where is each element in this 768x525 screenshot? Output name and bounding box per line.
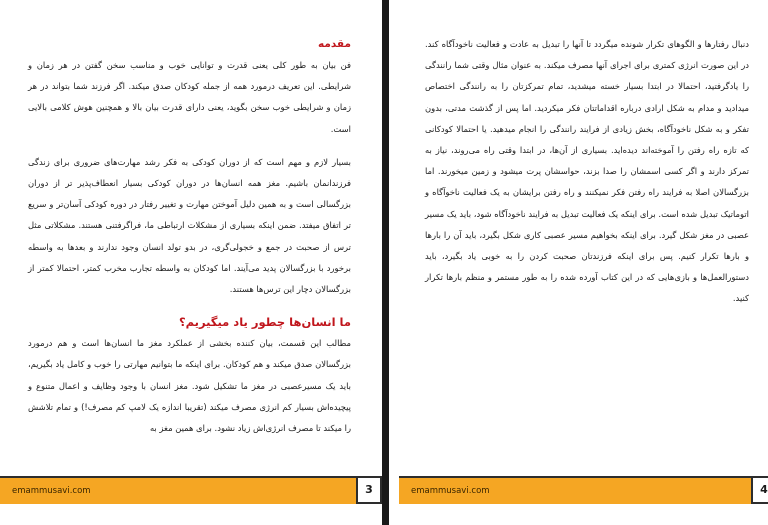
footer-bar [0, 476, 356, 504]
paragraph-habits: دنبال رفتارها و الگوهای تکرار شونده میگردد تا آنها را تبدیل به عادت و فعالیت ناخودآگاه کند. در این صورت انرژی کمتری برای اجرای آنها مصرف میکند. به عنوان مثال وقتی شما رانندگی را یادگرفتید، احتمالا در ابتدا بسیار خسته میشدید، تمام تمرکزتان را به رانندگی اختصاص میدادید و مدام به شکل ارادی درباره اقداماتتان فکر میکردید. اما پس از گذشت مدتی، بدون تفکر و به شکل ناخودآگاه، بخش زیادی از فرایند رانندگی را انجام میدهید. یا احتمالا کودکانی که تازه راه رفتن را آموخته‌اند دیده‌اید. بسیاری از آن‌ها، در ابتدا وقتی راه می‌روند، نیاز به تمرکز دارند و اگر کسی اسمشان را صدا بزند، حواسشان پرت میشود و زمین میخورند. اما بزرگسالان اصلا به فرایند راه رفتن فکر نمیکنند و راه رفتن برایشان به یک فعالیت ناخوآگاه و اتوماتیک تبدیل شده است. برای اینکه یک فعالیت تبدیل به فرایند ناخودآگاه شود، باید یک مسیر عصبی در مغز شکل گیرد. برای اینکه بخواهیم مسیر عصبی کاری شکل بگیرد، باید آن را بارها و بارها تکرار کنیم. پس برای اینکه فرزندتان صحبت کردن را به خوبی یاد بگیرد، باید دستورالعمل‌ها و بازی‌هایی که در این کتاب آورده شده را به طور مستمر و منظم بارها تکرار کنید. [425, 39, 749, 304]
heading-introduction: مقدمه [318, 38, 351, 50]
footer-bar [399, 476, 751, 504]
paragraph-childhood: بسیار لازم و مهم است که از دوران کودکی به فکر رشد مهارت‌های ضروری برای زندگی فرزندانمان باشیم. مغز همه انسان‌ها در دوران کودکی بسیار انعطاف‌پذیر تر از دوران بزرگسالی است و به همین دلیل آموختن مهارت و تغییر رفتار در دوره کودکی آسان‌تر و سریع تر اتفاق میفتد. ضمن اینکه بسیاری از مشکلات ارتباطی ما، فراگرفتنی هستند. مشکلاتی مثل ترس از صحبت در جمع و خجولی‌گری، در بدو تولد انسان وجود ندارند و بعدها به واسطه برخورد با بزرگسالان پدید می‌آیند. اما کودکان به واسطه تجارب مخرب کمتر، احتمالا کمتر از بزرگسالان دچار این ترس‌ها هستند. [28, 156, 351, 295]
paragraph-definition: فن بیان به طور کلی یعنی قدرت و توانایی خوب و مناسب سخن گفتن در هر زمان و شرایطی. این تعریف درمورد همه از جمله کودکان صدق میکند. اگر فرزند شما بتواند در هر زمان و شرایطی خوب سخن بگوید، یعنی دارای قدرت بیان بالا و همچنین هوش کلامی بالایی است. [28, 60, 351, 134]
footer-website-url: emammusavi.com [411, 486, 490, 496]
right-page-content [425, 34, 749, 310]
right-page [389, 0, 768, 525]
left-page-content [28, 34, 351, 439]
left-page [0, 0, 382, 525]
heading-how-we-learn: ما انسان‌ها چطور یاد میگیریم؟ [178, 315, 351, 330]
page-number: 4 [751, 476, 768, 504]
page-divider [382, 0, 389, 525]
footer-website-url: emammusavi.com [12, 486, 91, 496]
paragraph-brain-function: مطالب این قسمت، بیان کننده بخشی از عملکرد مغز ما انسان‌ها است و هم درمورد بزرگسالان صدق میکند و هم کودکان. برای اینکه ما بتوانیم مهارتی را خوب و کامل یاد بگیریم، باید یک مسیرعصبی در مغز ما تشکیل شود. مغز انسان با وجود وظایف و اعمال متنوع و پیچیده‌اش بسیار کم انرژی مصرف میکند (تقریبا اندازه یک لامپ کم مصرف!) و تمام تلاشش را میکند تا مصرف انرژی‌اش زیاد نشود. برای همین مغز به [28, 338, 351, 434]
page-number: 3 [356, 476, 382, 504]
